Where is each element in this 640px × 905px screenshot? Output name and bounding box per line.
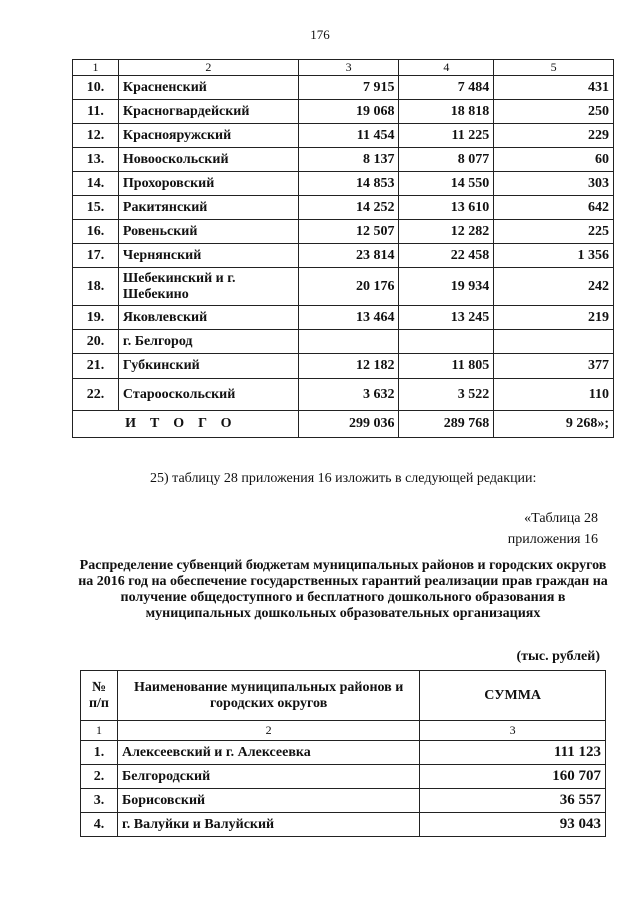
district-name: Шебекинский и г. Шебекино <box>118 268 298 306</box>
value-col5: 60 <box>494 148 614 172</box>
table-label-line1: «Таблица 28 <box>524 511 598 526</box>
value-col3: 20 176 <box>298 268 399 306</box>
value-col4: 13 245 <box>399 306 494 330</box>
header-name: Наименование муниципальных районов и городских округов <box>117 671 419 721</box>
total-col5: 9 268»; <box>494 411 614 438</box>
header-cell: 4 <box>399 60 494 76</box>
table-row <box>81 765 606 789</box>
value-col4: 11 225 <box>399 124 494 148</box>
district-name: Белгородский <box>117 765 419 789</box>
district-name: Ровеньский <box>118 220 298 244</box>
row-number: 20. <box>73 330 119 354</box>
district-name: Алексеевский и г. Алексеевка <box>117 741 419 765</box>
table-header-row <box>81 671 606 721</box>
value-col5: 377 <box>494 354 614 379</box>
table2-title: Распределение субвенций бюджетам муниципальных районов и городских округов на 2016 год на обеспечение государственных гарантий реализации прав граждан на получение общедоступного и бесплатного дошкольного образования в муниципальных дошкольных образовательных организациях <box>78 558 608 621</box>
district-name: Ракитянский <box>118 196 298 220</box>
district-name: Красногвардейский <box>118 100 298 124</box>
value-col3: 12 182 <box>298 354 399 379</box>
value-col5: 642 <box>494 196 614 220</box>
table-row <box>73 172 614 196</box>
table-row <box>73 76 614 100</box>
value-col4: 22 458 <box>399 244 494 268</box>
value-col3: 3 632 <box>298 379 399 411</box>
value-col5: 229 <box>494 124 614 148</box>
table-row <box>81 741 606 765</box>
value-col4: 18 818 <box>399 100 494 124</box>
sum-value: 36 557 <box>420 789 606 813</box>
value-col3 <box>298 330 399 354</box>
district-name: Борисовский <box>117 789 419 813</box>
value-col5: 219 <box>494 306 614 330</box>
value-col3: 14 853 <box>298 172 399 196</box>
district-name: Чернянский <box>118 244 298 268</box>
instruction-text: 25) таблицу 28 приложения 16 изложить в следующей редакции: <box>150 471 537 486</box>
value-col4: 19 934 <box>399 268 494 306</box>
row-number: 13. <box>73 148 119 172</box>
district-name: Старооскольский <box>118 379 298 411</box>
district-name: Краснояружский <box>118 124 298 148</box>
value-col4 <box>399 330 494 354</box>
row-number: 2. <box>81 765 118 789</box>
value-col3: 19 068 <box>298 100 399 124</box>
header-cell: 1 <box>73 60 119 76</box>
row-number: 16. <box>73 220 119 244</box>
column-number: 3 <box>420 721 606 741</box>
table-row <box>73 196 614 220</box>
value-col3: 12 507 <box>298 220 399 244</box>
value-col3: 14 252 <box>298 196 399 220</box>
value-col4: 14 550 <box>399 172 494 196</box>
value-col5: 1 356 <box>494 244 614 268</box>
total-label: ИТОГО <box>73 411 299 438</box>
header-cell: 3 <box>298 60 399 76</box>
page-number: 176 <box>310 27 330 42</box>
subvention-table-28 <box>80 670 606 837</box>
value-col5 <box>494 330 614 354</box>
district-name: Красненский <box>118 76 298 100</box>
table-row <box>73 268 614 306</box>
district-name: г. Белгород <box>118 330 298 354</box>
value-col4: 12 282 <box>399 220 494 244</box>
row-number: 4. <box>81 813 118 837</box>
value-col4: 11 805 <box>399 354 494 379</box>
value-col3: 11 454 <box>298 124 399 148</box>
table-row <box>73 148 614 172</box>
value-col3: 8 137 <box>298 148 399 172</box>
table-label-line2: приложения 16 <box>507 532 598 547</box>
header-number: № п/п <box>81 671 118 721</box>
table-row <box>73 379 614 411</box>
value-col4: 7 484 <box>399 76 494 100</box>
value-col5: 303 <box>494 172 614 196</box>
table-row <box>81 789 606 813</box>
row-number: 17. <box>73 244 119 268</box>
sum-value: 160 707 <box>420 765 606 789</box>
row-number: 19. <box>73 306 119 330</box>
total-row <box>73 411 614 438</box>
row-number: 1. <box>81 741 118 765</box>
table-row <box>73 220 614 244</box>
row-number: 3. <box>81 789 118 813</box>
value-col5: 250 <box>494 100 614 124</box>
header-cell: 5 <box>494 60 614 76</box>
value-col4: 8 077 <box>399 148 494 172</box>
header-cell: 2 <box>118 60 298 76</box>
table-header-row <box>73 60 614 76</box>
units-label: (тыс. рублей) <box>516 649 600 664</box>
row-number: 10. <box>73 76 119 100</box>
table-row <box>73 244 614 268</box>
row-number: 14. <box>73 172 119 196</box>
district-name: Губкинский <box>118 354 298 379</box>
row-number: 11. <box>73 100 119 124</box>
column-number: 1 <box>81 721 118 741</box>
district-name: Прохоровский <box>118 172 298 196</box>
table-row <box>73 306 614 330</box>
district-name: Новооскольский <box>118 148 298 172</box>
district-name: г. Валуйки и Валуйский <box>117 813 419 837</box>
value-col4: 13 610 <box>399 196 494 220</box>
total-col4: 289 768 <box>399 411 494 438</box>
subvention-table-continued <box>72 59 614 438</box>
value-col5: 225 <box>494 220 614 244</box>
total-col3: 299 036 <box>298 411 399 438</box>
header-sum: СУММА <box>420 671 606 721</box>
value-col5: 431 <box>494 76 614 100</box>
row-number: 21. <box>73 354 119 379</box>
sum-value: 111 123 <box>420 741 606 765</box>
table-row <box>73 100 614 124</box>
district-name: Яковлевский <box>118 306 298 330</box>
row-number: 18. <box>73 268 119 306</box>
table-row <box>73 354 614 379</box>
sum-value: 93 043 <box>420 813 606 837</box>
column-number: 2 <box>117 721 419 741</box>
value-col4: 3 522 <box>399 379 494 411</box>
row-number: 12. <box>73 124 119 148</box>
column-number-row <box>81 721 606 741</box>
row-number: 22. <box>73 379 119 411</box>
table-row <box>73 124 614 148</box>
value-col5: 242 <box>494 268 614 306</box>
row-number: 15. <box>73 196 119 220</box>
table-row <box>73 330 614 354</box>
value-col3: 23 814 <box>298 244 399 268</box>
value-col5: 110 <box>494 379 614 411</box>
value-col3: 7 915 <box>298 76 399 100</box>
table-row <box>81 813 606 837</box>
value-col3: 13 464 <box>298 306 399 330</box>
